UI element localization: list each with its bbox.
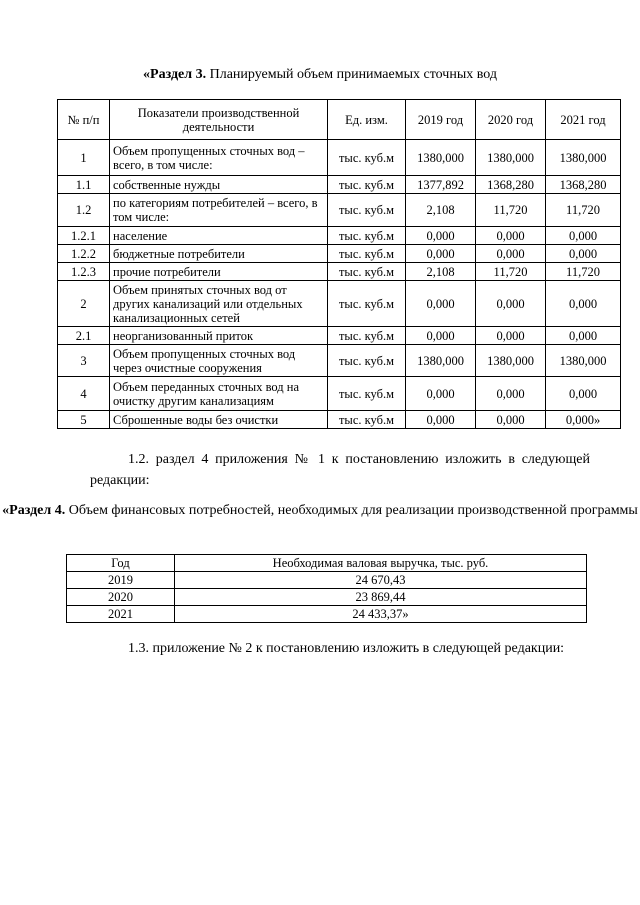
row-name: Объем пропущенных сточных вод – всего, в том числе:	[110, 140, 328, 176]
row-name: Объем пропущенных сточных вод через очистные сооружения	[110, 345, 328, 377]
row-num: 2	[58, 281, 110, 327]
row-value: 24 433,37»	[175, 606, 587, 623]
row-year: 2019	[67, 572, 175, 589]
row-unit: тыс. куб.м	[328, 176, 406, 194]
row-name: Объем переданных сточных вод на очистку другим канализациям	[110, 377, 328, 411]
row-unit: тыс. куб.м	[328, 263, 406, 281]
table-row	[58, 411, 621, 429]
row-num: 4	[58, 377, 110, 411]
row-2019: 1377,892	[406, 176, 476, 194]
row-num: 2.1	[58, 327, 110, 345]
row-unit: тыс. куб.м	[328, 227, 406, 245]
table-row	[67, 589, 587, 606]
row-name: Объем принятых сточных вод от других канализаций или отдельных канализационных сетей	[110, 281, 328, 327]
section3-header-row	[58, 100, 621, 140]
section4-header-row	[67, 555, 587, 572]
row-num: 1.2.2	[58, 245, 110, 263]
row-2021: 1380,000	[546, 140, 621, 176]
row-2020: 1380,000	[476, 140, 546, 176]
table-row	[58, 245, 621, 263]
row-2021: 1380,000	[546, 345, 621, 377]
row-value: 23 869,44	[175, 589, 587, 606]
header-unit: Ед. изм.	[328, 100, 406, 140]
section4-table	[66, 554, 587, 623]
row-name: Сброшенные воды без очистки	[110, 411, 328, 429]
section3-title-rest: Планируемый объем принимаемых сточных вод	[206, 67, 497, 82]
row-num: 1.2.1	[58, 227, 110, 245]
header-2020: 2020 год	[476, 100, 546, 140]
row-2021: 0,000	[546, 227, 621, 245]
row-name: прочие потребители	[110, 263, 328, 281]
row-unit: тыс. куб.м	[328, 345, 406, 377]
row-2019: 1380,000	[406, 345, 476, 377]
row-2019: 0,000	[406, 281, 476, 327]
row-2019: 0,000	[406, 377, 476, 411]
row-value: 24 670,43	[175, 572, 587, 589]
row-num: 1	[58, 140, 110, 176]
header-revenue: Необходимая валовая выручка, тыс. руб.	[175, 555, 587, 572]
table-row	[67, 606, 587, 623]
row-unit: тыс. куб.м	[328, 194, 406, 227]
row-2020: 0,000	[476, 227, 546, 245]
row-year: 2020	[67, 589, 175, 606]
table-row	[58, 327, 621, 345]
row-2021: 0,000	[546, 245, 621, 263]
header-2019: 2019 год	[406, 100, 476, 140]
row-2021: 11,720	[546, 263, 621, 281]
row-2020: 11,720	[476, 263, 546, 281]
row-2019: 0,000	[406, 245, 476, 263]
row-unit: тыс. куб.м	[328, 140, 406, 176]
row-2020: 11,720	[476, 194, 546, 227]
table-row	[58, 140, 621, 176]
header-2021: 2021 год	[546, 100, 621, 140]
row-2021: 0,000»	[546, 411, 621, 429]
section4-title-rest: Объем финансовых потребностей, необходимых для реализации производственной программы	[65, 503, 638, 518]
row-2020: 0,000	[476, 327, 546, 345]
table-row	[58, 345, 621, 377]
row-name: бюджетные потребители	[110, 245, 328, 263]
row-2019: 0,000	[406, 327, 476, 345]
row-unit: тыс. куб.м	[328, 281, 406, 327]
row-unit: тыс. куб.м	[328, 411, 406, 429]
row-2020: 0,000	[476, 281, 546, 327]
row-2019: 1380,000	[406, 140, 476, 176]
row-2021: 0,000	[546, 327, 621, 345]
row-2021: 11,720	[546, 194, 621, 227]
row-year: 2021	[67, 606, 175, 623]
row-2020: 1368,280	[476, 176, 546, 194]
row-2019: 0,000	[406, 227, 476, 245]
paragraph-1-3: 1.3. приложение № 2 к постановлению изложить в следующей редакции:	[128, 641, 565, 656]
table-row	[58, 377, 621, 411]
section3-title-bold: «Раздел 3.	[143, 67, 207, 82]
table-row	[58, 194, 621, 227]
paragraph-1-2: 1.2. раздел 4 приложения № 1 к постановлению изложить в следующей редакции:	[90, 452, 590, 488]
row-num: 1.2.3	[58, 263, 110, 281]
row-unit: тыс. куб.м	[328, 377, 406, 411]
header-year: Год	[67, 555, 175, 572]
row-2021: 0,000	[546, 281, 621, 327]
row-2020: 1380,000	[476, 345, 546, 377]
row-num: 3	[58, 345, 110, 377]
row-2021: 0,000	[546, 377, 621, 411]
row-num: 1.2	[58, 194, 110, 227]
row-name: собственные нужды	[110, 176, 328, 194]
table-row	[58, 227, 621, 245]
row-name: по категориям потребителей – всего, в том числе:	[110, 194, 328, 227]
row-2019: 0,000	[406, 411, 476, 429]
section4-title	[0, 502, 640, 519]
section3-table	[57, 99, 621, 429]
section3-title	[0, 66, 640, 83]
row-name: население	[110, 227, 328, 245]
row-2019: 2,108	[406, 263, 476, 281]
row-unit: тыс. куб.м	[328, 245, 406, 263]
row-num: 1.1	[58, 176, 110, 194]
table-row	[58, 263, 621, 281]
header-num: № п/п	[58, 100, 110, 140]
row-2019: 2,108	[406, 194, 476, 227]
header-indicator: Показатели производственной деятельности	[110, 100, 328, 140]
row-2021: 1368,280	[546, 176, 621, 194]
row-2020: 0,000	[476, 411, 546, 429]
row-num: 5	[58, 411, 110, 429]
row-unit: тыс. куб.м	[328, 327, 406, 345]
table-row	[58, 281, 621, 327]
table-row	[67, 572, 587, 589]
table-row	[58, 176, 621, 194]
row-2020: 0,000	[476, 377, 546, 411]
row-name: неорганизованный приток	[110, 327, 328, 345]
section4-title-bold: «Раздел 4.	[2, 503, 66, 518]
row-2020: 0,000	[476, 245, 546, 263]
